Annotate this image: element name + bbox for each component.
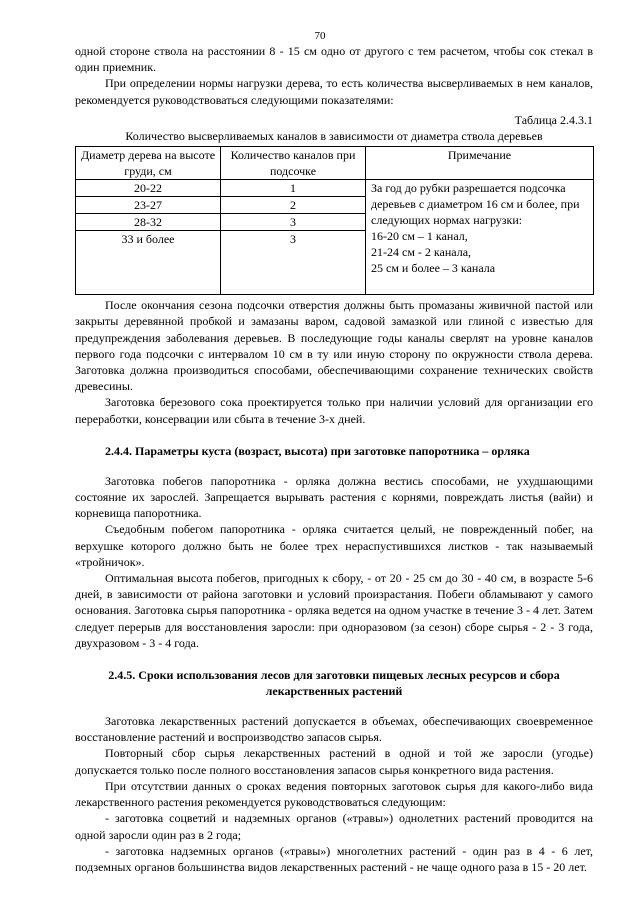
- table-title: Количество высверливаемых каналов в зависимости от диаметра ствола деревьев: [125, 129, 543, 144]
- paragraph: Заготовка березового сока проектируется только при наличии условий для организации его переработки, консервации или сбыта в течение 3-х дней.: [75, 395, 593, 426]
- note-cell: [366, 180, 594, 295]
- page-number: 70: [314, 30, 326, 42]
- table-header-cell: Количество каналов при подсочке: [221, 147, 366, 180]
- paragraph: Заготовка лекарственных растений допускается в объемах, обеспечивающих своевременное восстановление растений и воспроизводство запасов сырья.: [75, 714, 593, 745]
- table-header-cell: Диаметр дерева на высоте груди, см: [76, 147, 221, 180]
- note-line: 16-20 см – 1 канал,: [371, 229, 468, 244]
- table-header-row: [76, 147, 594, 180]
- table-caption: Таблица 2.4.3.1: [514, 112, 593, 127]
- table-header-cell: Примечание: [366, 147, 594, 180]
- diameter-cell: 28-32: [76, 214, 221, 231]
- diameter-cell: 20-22: [76, 180, 221, 197]
- paragraph: После окончания сезона подсочки отверстия должны быть промазаны живичной пастой или закрыты деревянной пробкой и замазаны варом, садовой замазкой или глиной с известью для предупреждения заболевания деревьев. В последующие годы каналы сверлят на уровне каналов первого года подсочки с интервалом 10 см в ту или иную сторону по окружности ствола дерева. Заготовка должна производиться способами, обеспечивающими сохранение технических свойств древесины.: [75, 298, 593, 394]
- paragraph: - заготовка соцветий и надземных органов («травы») однолетних растений проводится на одной заросли один раз в 2 года;: [75, 811, 593, 842]
- table-row: [76, 180, 594, 197]
- paragraph: При определении нормы нагрузки дерева, то есть количества высверливаемых в нем каналов, рекомендуется руководствоваться следующими показателями:: [75, 76, 593, 107]
- channels-table: [75, 146, 594, 295]
- note-line: 25 см и более – 3 канала: [371, 261, 496, 276]
- channels-cell: 3: [221, 214, 366, 231]
- section-heading: 2.4.5. Сроки использования лесов для заготовки пищевых лесных ресурсов и сбора лекарственных растений: [108, 668, 560, 699]
- paragraph: При отсутствии данных о сроках ведения повторных заготовок сырья для какого-либо вида лекарственного растения рекомендуется руководствоваться следующим:: [75, 778, 593, 810]
- note-line: За год до рубки разрешается подсочка деревьев с диаметром 16 см и более, при следующих нормах нагрузки:: [371, 181, 580, 228]
- paragraph: - заготовка надземных органов («травы») многолетних растений - один раз в 4 - 6 лет, подземных органов большинства видов лекарственных растений - не чаще одного раза в 15 - 20 лет.: [75, 843, 593, 874]
- diameter-cell: 33 и более: [76, 231, 221, 295]
- paragraph: Съедобным побегом папоротника - орляка считается целый, не поврежденный побег, на верхушке которого должно быть не более трех нераспустившихся листков - так называемый «тройничок».: [75, 522, 593, 569]
- paragraph: Повторный сбор сырья лекарственных растений в одной и той же заросли (угодье) допускается только после полного восстановления запасов сырья конкретного вида растения.: [75, 746, 593, 777]
- channels-cell: 3: [221, 231, 366, 295]
- note-line: 21-24 см - 2 канала,: [371, 245, 472, 260]
- paragraph: одной стороне ствола на расстоянии 8 - 15 см одно от другого с тем расчетом, чтобы сок стекал в один приемник.: [75, 44, 593, 75]
- channels-cell: 2: [221, 197, 366, 214]
- section-heading: 2.4.4. Параметры куста (возраст, высота) при заготовке папоротника – орляка: [105, 443, 530, 458]
- paragraph: Оптимальная высота побегов, пригодных к сбору, - от 20 - 25 см до 30 - 40 см, в возрасте 5-6 дней, в зависимости от района заготовки и условий произрастания. Побеги обламывают у самого основания. Заготовка сырья папоротника - орляка ведется на одном участке в течение 3 - 4 лет. Затем следует перерыв для восстановления заросли: при одноразовом (за сезон) сборе сырья - 2 - 3 года, двухразовом - 3 - 4 года.: [75, 571, 593, 650]
- page-content: [75, 43, 593, 875]
- channels-cell: 1: [221, 180, 366, 197]
- paragraph: Заготовка побегов папоротника - орляка должна вестись способами, не ухудшающими состояние их зарослей. Запрещается вырывать растения с корнями, повреждать листья (вайи) и корневища папоротника.: [75, 473, 593, 521]
- diameter-cell: 23-27: [76, 197, 221, 214]
